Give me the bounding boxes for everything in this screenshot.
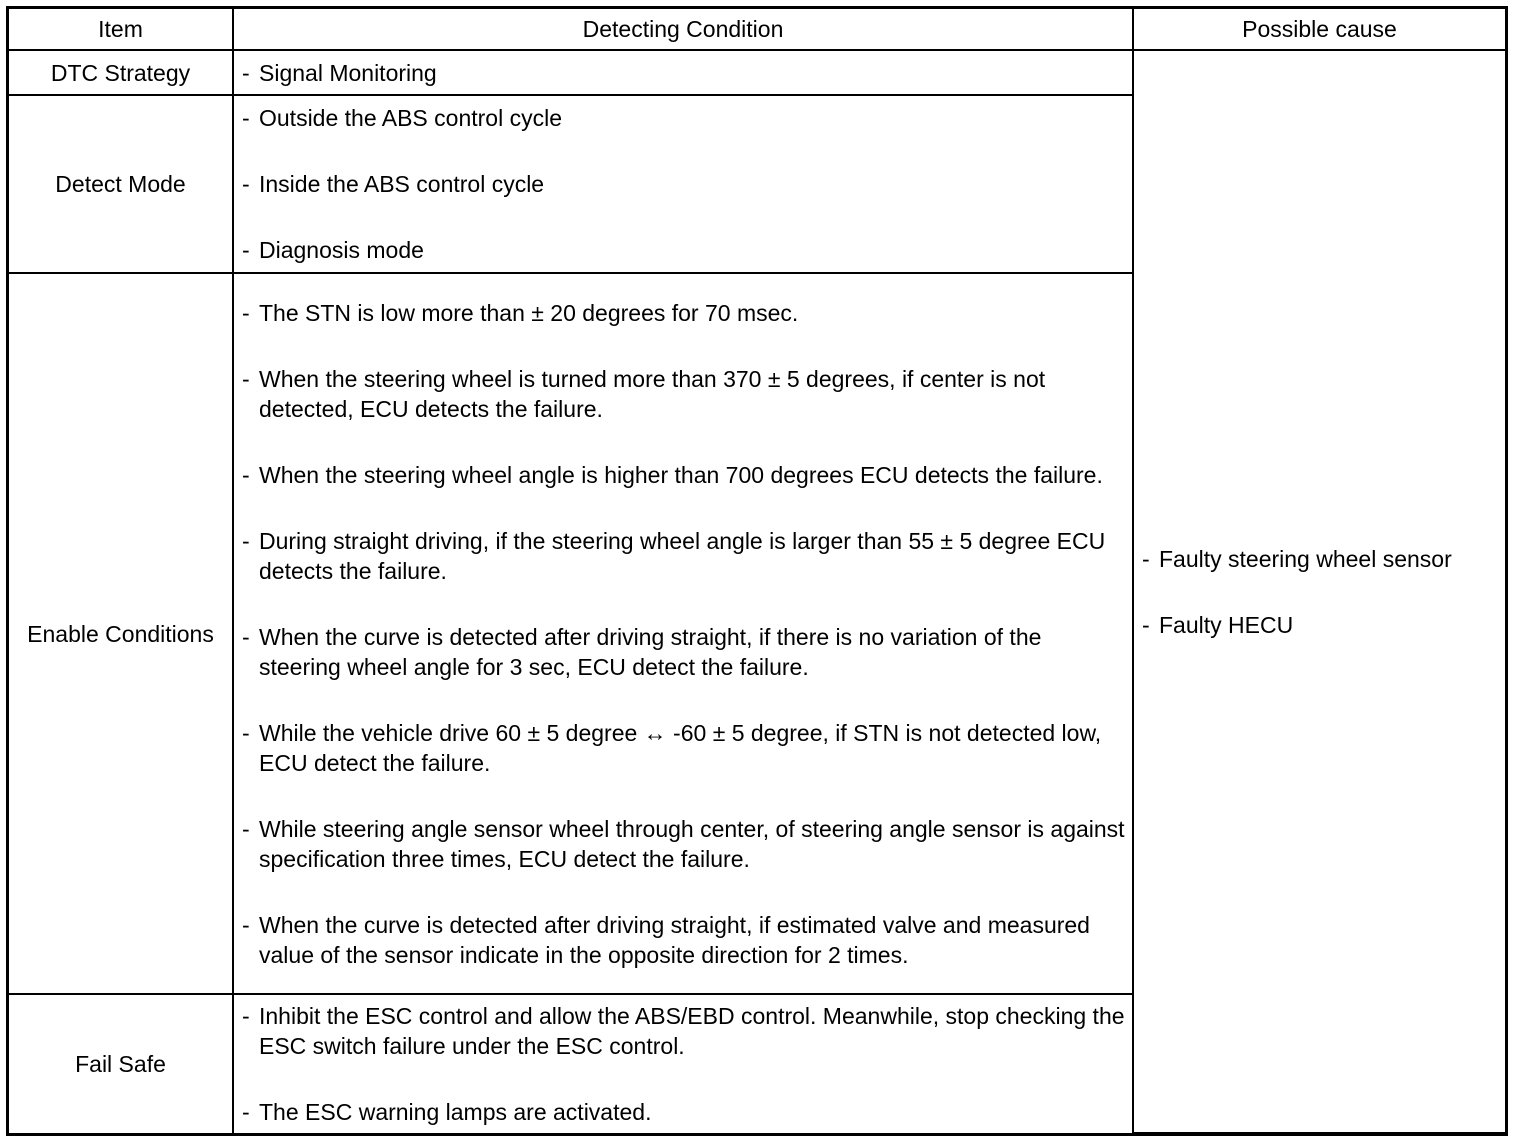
condition-item: - While the vehicle drive 60 ± 5 degree ↔ -60 ± 5 degree, if STN is not detected low, ECU detect the failure. xyxy=(240,718,1126,778)
condition-item: - During straight driving, if the steering wheel angle is larger than 55 ± 5 degree ECU detects the failure. xyxy=(240,526,1126,586)
item-enable-conditions: Enable Conditions xyxy=(9,273,233,994)
item-dtc-strategy: DTC Strategy xyxy=(9,50,233,95)
cause-item: - Faulty HECU xyxy=(1140,610,1499,640)
condition-list xyxy=(240,103,1126,265)
header-row xyxy=(9,9,1505,50)
cause-item: - Faulty steering wheel sensor xyxy=(1140,544,1499,574)
condition-item: - When the curve is detected after driving straight, if there is no variation of the steering wheel angle for 3 sec, ECU detect the failure. xyxy=(240,622,1126,682)
condition-item: - Diagnosis mode xyxy=(240,235,1126,265)
item-detect-mode: Detect Mode xyxy=(9,95,233,273)
condition-list xyxy=(240,58,1126,88)
condition-enable-conditions xyxy=(233,273,1133,994)
condition-item: - Inside the ABS control cycle xyxy=(240,169,1126,199)
condition-item: - Outside the ABS control cycle xyxy=(240,103,1126,133)
condition-item: - Signal Monitoring xyxy=(240,58,1126,88)
condition-fail-safe xyxy=(233,994,1133,1133)
row-dtc-strategy xyxy=(9,50,1505,95)
item-fail-safe: Fail Safe xyxy=(9,994,233,1133)
condition-item: - The STN is low more than ± 20 degrees for 70 msec. xyxy=(240,298,1126,328)
condition-item: - When the steering wheel angle is higher than 700 degrees ECU detects the failure. xyxy=(240,460,1126,490)
condition-dtc-strategy xyxy=(233,50,1133,95)
header-possible-cause: Possible cause xyxy=(1133,9,1505,50)
condition-item: - When the curve is detected after driving straight, if estimated valve and measured value of the sensor indicate in the opposite direction for 2 times. xyxy=(240,910,1126,970)
condition-item: - The ESC warning lamps are activated. xyxy=(240,1097,1126,1127)
condition-detect-mode xyxy=(233,95,1133,273)
condition-item: - Inhibit the ESC control and allow the ABS/EBD control. Meanwhile, stop checking the ESC switch failure under the ESC control. xyxy=(240,1001,1126,1061)
dtc-table-frame xyxy=(6,6,1508,1136)
dtc-table xyxy=(9,9,1505,1134)
condition-list xyxy=(240,298,1126,970)
possible-cause-cell xyxy=(1133,50,1505,1133)
condition-item: - When the steering wheel is turned more than 370 ± 5 degrees, if center is not detected, ECU detects the failure. xyxy=(240,364,1126,424)
cause-list xyxy=(1140,544,1499,640)
header-detecting-condition: Detecting Condition xyxy=(233,9,1133,50)
condition-list xyxy=(240,1001,1126,1127)
header-item: Item xyxy=(9,9,233,50)
condition-item: - While steering angle sensor wheel through center, of steering angle sensor is against specification three times, ECU detect the failure. xyxy=(240,814,1126,874)
